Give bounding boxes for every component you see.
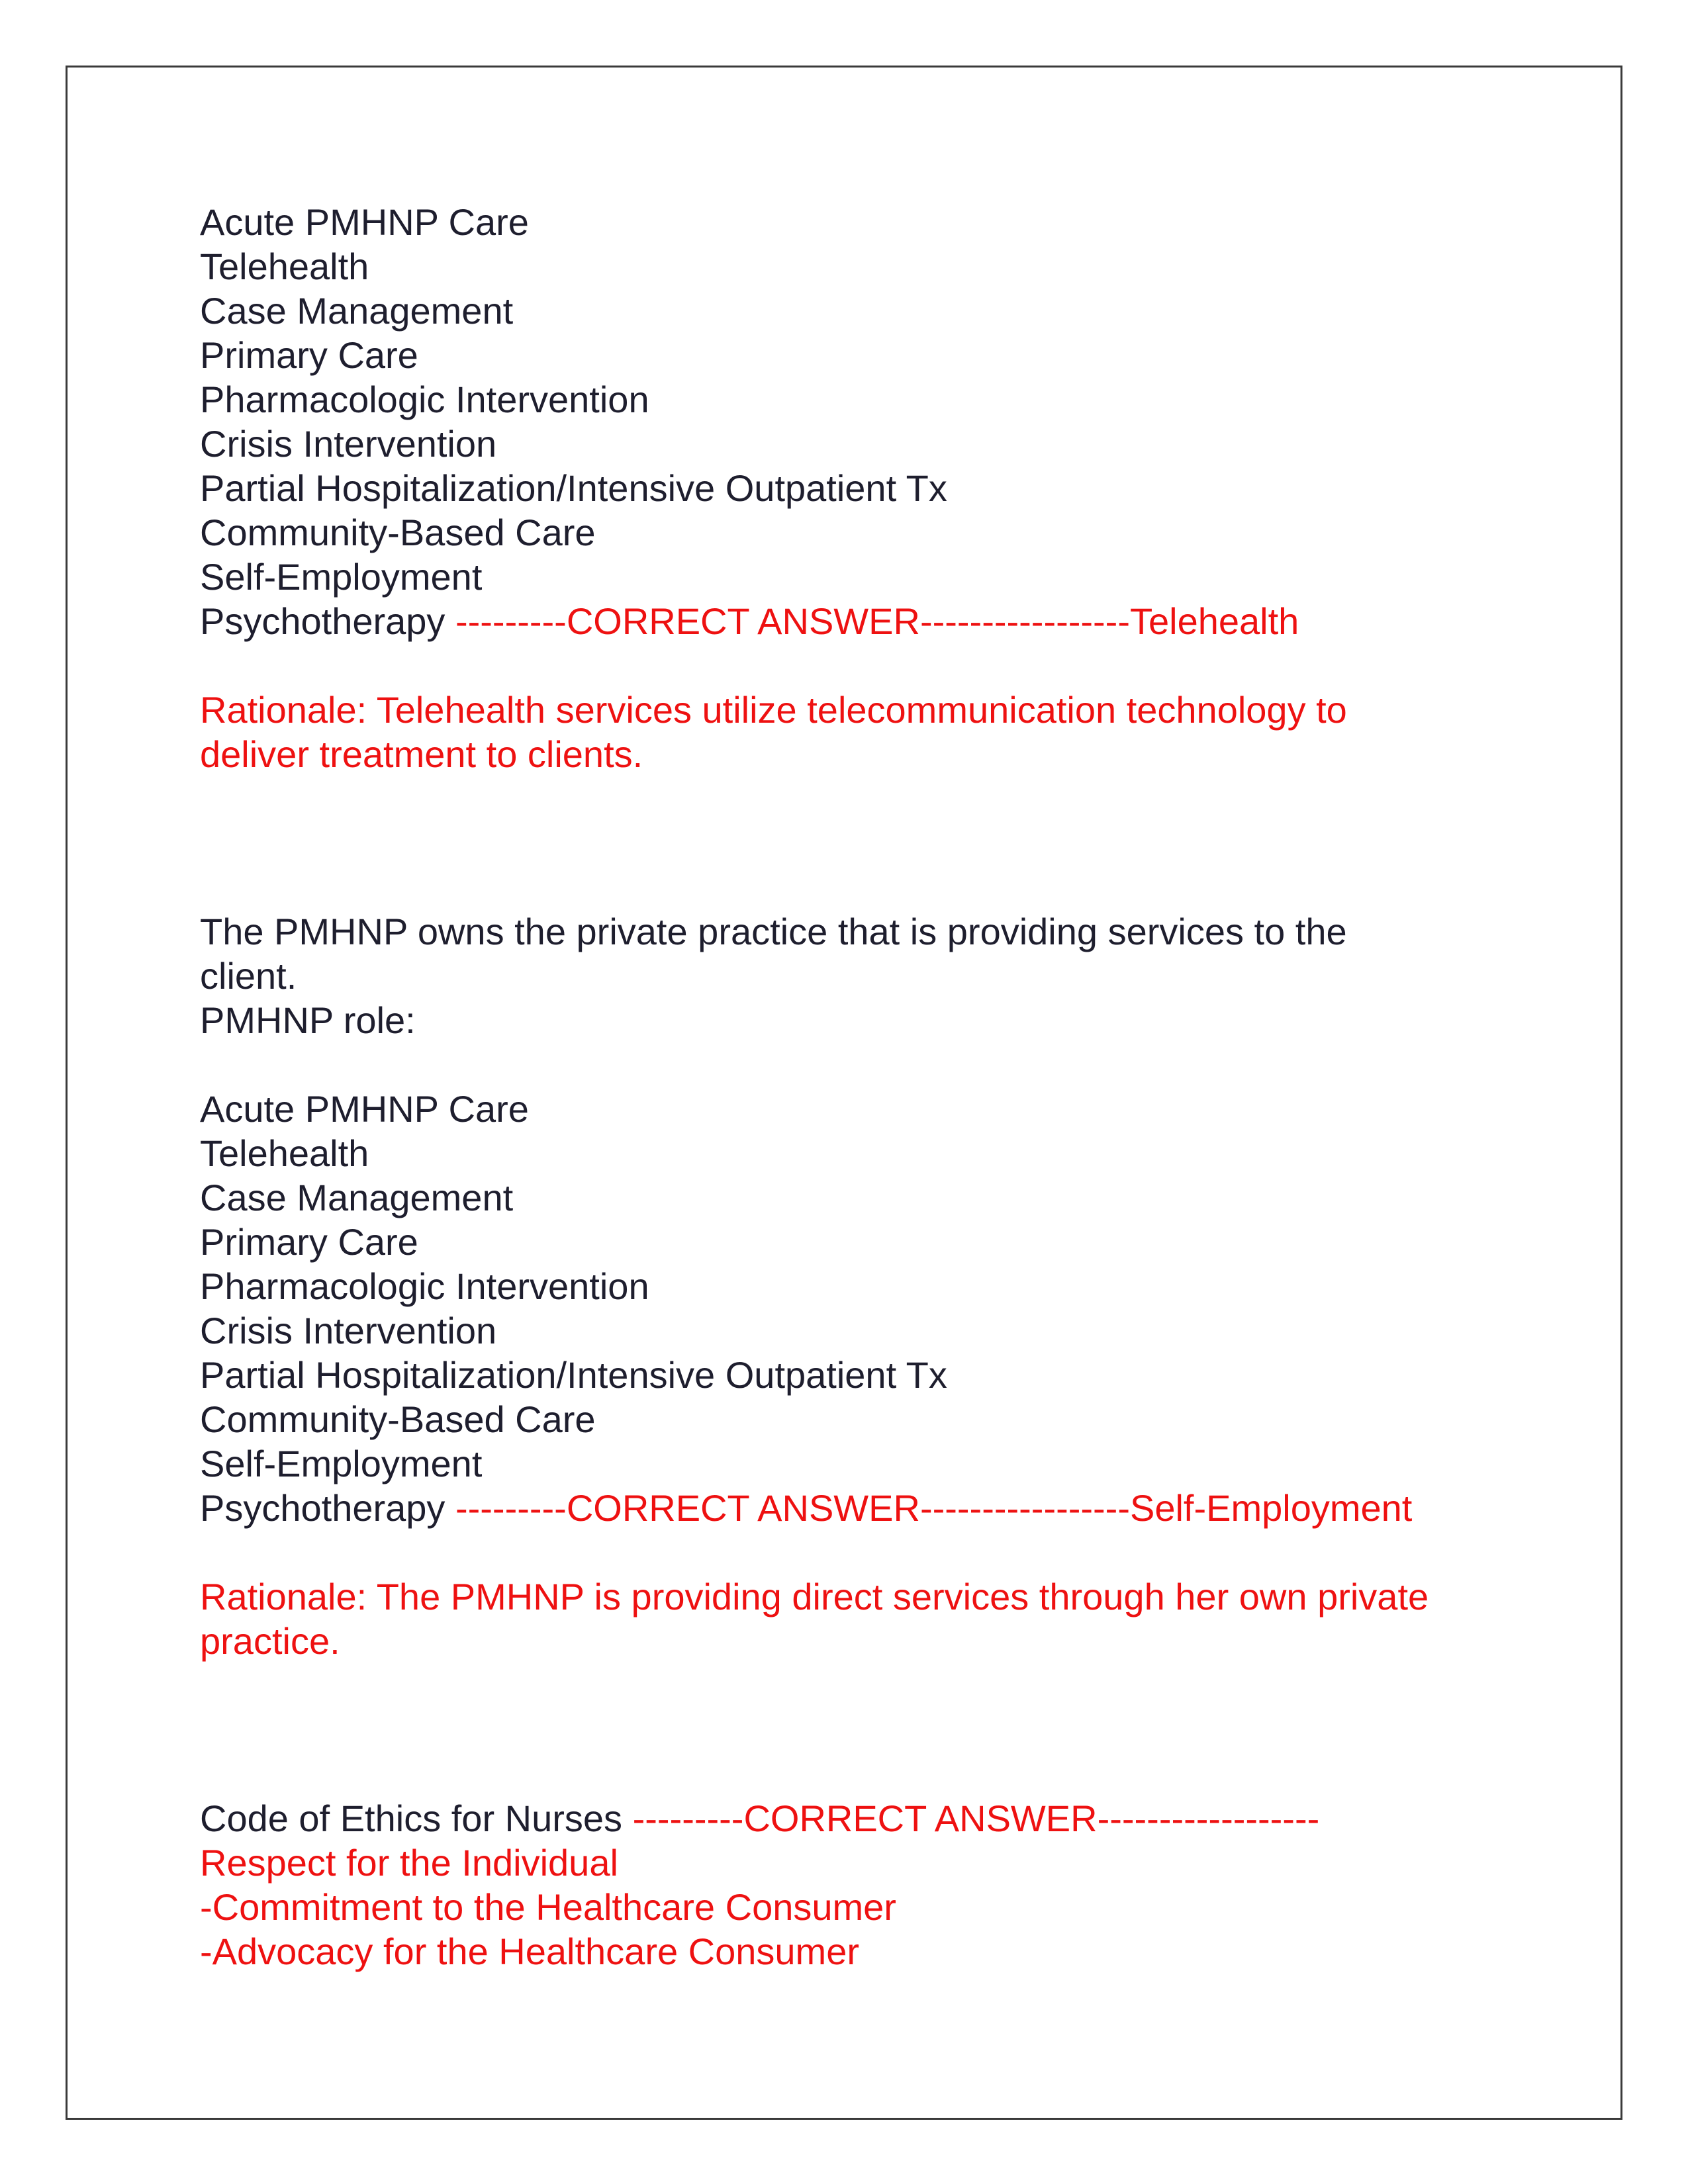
q3-answer-item: Respect for the Individual <box>200 1842 618 1884</box>
spacer <box>200 1042 1524 1087</box>
q3-answer-line <box>200 1796 1524 1841</box>
q2-option: Self-Employment <box>200 1443 483 1484</box>
q1-option: Primary Care <box>200 334 418 376</box>
question-3 <box>200 1796 1524 1974</box>
q2-stem: client. <box>200 955 297 997</box>
q2-stem: The PMHNP owns the private practice that is providing services to the <box>200 911 1347 952</box>
q1-option: Telehealth <box>200 246 369 287</box>
q1-option: Pharmacologic Intervention <box>200 379 649 420</box>
q2-option: Crisis Intervention <box>200 1310 497 1351</box>
spacer <box>200 1663 1524 1796</box>
q2-option: Acute PMHNP Care <box>200 1088 529 1130</box>
q2-option: Partial Hospitalization/Intensive Outpatient Tx <box>200 1354 947 1396</box>
q3-answer-item: -Advocacy for the Healthcare Consumer <box>200 1931 859 1972</box>
spacer <box>200 1530 1524 1574</box>
q2-rationale: Rationale: The PMHNP is providing direct services through her own private <box>200 1576 1429 1617</box>
spacer <box>200 643 1524 688</box>
question-2 <box>200 909 1524 1663</box>
q1-option: Self-Employment <box>200 556 483 598</box>
q2-rationale: practice. <box>200 1620 340 1662</box>
q2-stem: PMHNP role: <box>200 999 416 1041</box>
q1-rationale: Rationale: Telehealth services utilize telecommunication technology to <box>200 689 1347 731</box>
question-1 <box>200 200 1524 776</box>
document-content <box>200 200 1524 1974</box>
spacer <box>200 776 1524 909</box>
q1-answer-line <box>200 599 1524 643</box>
q2-last-option: Psychotherapy <box>200 1487 455 1529</box>
q1-option: Acute PMHNP Care <box>200 201 529 243</box>
q2-option: Telehealth <box>200 1132 369 1174</box>
q3-correct-answer: ---------CORRECT ANSWER------------------ <box>632 1797 1320 1839</box>
q1-option: Crisis Intervention <box>200 423 497 465</box>
q1-rationale: deliver treatment to clients. <box>200 733 643 775</box>
q1-option: Case Management <box>200 290 514 332</box>
q1-option: Community-Based Care <box>200 512 596 553</box>
q2-option: Community-Based Care <box>200 1398 596 1440</box>
q2-answer-line <box>200 1486 1524 1530</box>
q2-option: Case Management <box>200 1177 514 1218</box>
q2-option: Primary Care <box>200 1221 418 1263</box>
q3-stem: Code of Ethics for Nurses <box>200 1797 633 1839</box>
q1-option: Partial Hospitalization/Intensive Outpatient Tx <box>200 467 947 509</box>
q2-option: Pharmacologic Intervention <box>200 1265 649 1307</box>
q2-correct-answer: ---------CORRECT ANSWER-----------------Self-Employment <box>455 1487 1413 1529</box>
q1-last-option: Psychotherapy <box>200 600 455 642</box>
q1-correct-answer: ---------CORRECT ANSWER-----------------Telehealth <box>455 600 1299 642</box>
q3-answer-item: -Commitment to the Healthcare Consumer <box>200 1886 896 1928</box>
